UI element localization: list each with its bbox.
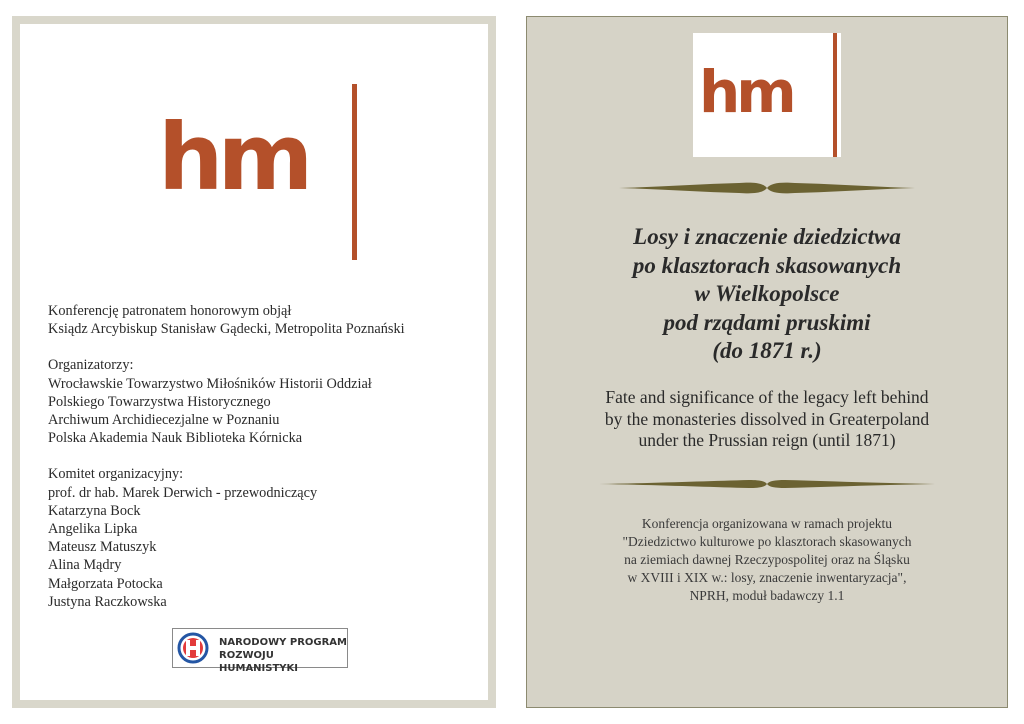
hm-logo-text: hm — [699, 58, 793, 126]
left-panel-page — [20, 24, 488, 700]
title-en-line: by the monasteries dissolved in Greaterpoland — [604, 408, 930, 429]
nprh-line-1: NARODOWY PROGRAM — [219, 637, 347, 648]
committee-member: prof. dr hab. Marek Derwich - przewodniczący — [48, 484, 318, 501]
hm-logo — [158, 84, 358, 260]
hm-logo-bar — [833, 33, 837, 157]
nprh-h-emblem-icon — [177, 632, 209, 664]
organizer-line: Polska Akademia Nauk Biblioteka Kórnicka — [48, 430, 303, 447]
nprh-text — [219, 636, 347, 675]
committee-member: Justyna Raczkowska — [48, 593, 167, 610]
nprh-sponsor-logo — [172, 628, 348, 674]
title-polish — [547, 223, 987, 366]
hm-logo-bar — [352, 84, 357, 260]
ornament-divider-bottom — [599, 477, 935, 491]
organizer-line: Polskiego Towarzystwa Historycznego — [48, 393, 271, 410]
committee-member: Angelika Lipka — [48, 521, 138, 538]
project-line: na ziemiach dawnej Rzeczypospolitej oraz na Śląsku — [624, 552, 910, 567]
ornament-divider-top — [619, 179, 915, 197]
committee-member: Alina Mądry — [48, 557, 122, 574]
project-line: "Dziedzictwo kulturowe po klasztorach skasowanych — [622, 534, 912, 549]
hm-logo-small — [693, 33, 841, 157]
title-pl-line: po klasztorach skasowanych — [632, 252, 902, 278]
patronage-line: Konferencję patronatem honorowym objął — [48, 303, 292, 319]
organizer-line: Archiwum Archidiecezjalne w Poznaniu — [48, 412, 280, 429]
committee-member: Katarzyna Bock — [48, 502, 141, 519]
project-note — [547, 515, 987, 605]
title-pl-line: Losy i znaczenie dziedzictwa — [633, 224, 901, 249]
project-line: NPRH, moduł badawczy 1.1 — [689, 588, 845, 603]
title-pl-line: pod rządami pruskimi — [663, 309, 871, 335]
title-english — [547, 387, 987, 452]
title-pl-line: (do 1871 r.) — [712, 338, 822, 363]
right-panel — [526, 16, 1008, 708]
conference-info — [48, 302, 488, 611]
title-en-line: Fate and significance of the legacy left behind — [605, 387, 929, 407]
organizers-heading: Organizatorzy: — [48, 357, 134, 374]
project-line: Konferencja organizowana w ramach projektu — [641, 516, 893, 531]
hm-logo-text: hm — [158, 104, 308, 211]
committee-member: Mateusz Matuszyk — [48, 539, 157, 556]
committee-heading: Komitet organizacyjny: — [48, 466, 184, 483]
patronage-line: Ksiądz Arcybiskup Stanisław Gądecki, Metropolita Poznański — [48, 321, 405, 338]
left-panel — [12, 16, 496, 708]
title-pl-line: w Wielkopolsce — [694, 281, 840, 306]
organizer-line: Wrocławskie Towarzystwo Miłośników Historii Oddział — [48, 375, 372, 392]
committee-member: Małgorzata Potocka — [48, 575, 163, 592]
title-en-line: under the Prussian reign (until 1871) — [638, 430, 896, 450]
nprh-line-2: ROZWOJU HUMANISTYKI — [219, 650, 299, 674]
project-line: w XVIII i XIX w.: losy, znaczenie inwentaryzacja", — [627, 570, 907, 585]
